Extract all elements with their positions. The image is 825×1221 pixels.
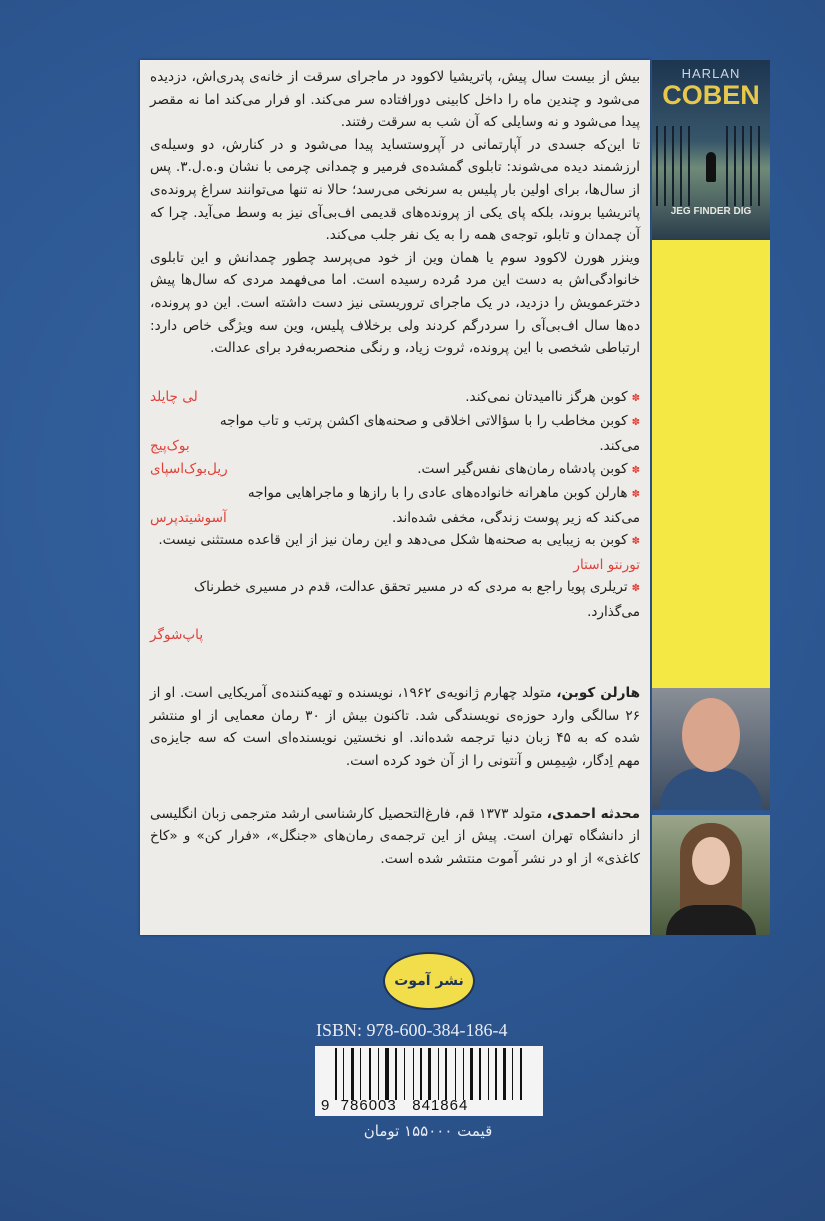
- barcode-bar: [343, 1048, 344, 1100]
- barcode-bar: [515, 1048, 517, 1100]
- barcode-bar: [488, 1048, 489, 1100]
- praise-text: کوبن مخاطب را با سؤالاتی اخلاقی و صحنه‌های اکشن پرتب و تاب مواجه می‌کند.: [219, 413, 640, 454]
- praise-item: [140, 529, 650, 576]
- barcode-bar: [339, 1048, 340, 1100]
- praise-item: [140, 576, 650, 623]
- praise-item: [140, 458, 650, 483]
- barcode-bar: [463, 1048, 464, 1100]
- barcode-bar: [385, 1048, 389, 1100]
- barcode-bar: [445, 1048, 447, 1100]
- barcode-bar: [373, 1048, 375, 1100]
- barcode-bar: [491, 1048, 492, 1100]
- praise-source: بوک‌پیج: [150, 437, 190, 454]
- barcode-bar: [395, 1048, 397, 1100]
- praise-body: [150, 529, 640, 576]
- text-panel: [140, 60, 650, 935]
- figure-silhouette: [706, 152, 716, 182]
- barcode-bar: [416, 1048, 417, 1100]
- barcode-bar: [335, 1048, 337, 1100]
- bullet-icon: ✽: [631, 489, 640, 501]
- barcode-bar: [424, 1048, 425, 1100]
- praise-body: [238, 458, 640, 483]
- publisher-logo-text: نشر آموت: [394, 973, 464, 989]
- author-bio-text: متولد چهارم ژانویه‌ی ۱۹۶۲، نویسنده و تهیه‌کننده‌ی آمریکایی است. او از ۲۶ سالگی وارد حوزه‌ی نویسندگی شد. تاکنون بیش از ۳۰ رمان معمایی از او منتشر شده که به ۴۵ زبان دنیا ترجمه شده‌اند. او نخستین نویسنده‌ای است که سه جایزه‌ی مهم اِدگار، شِیمِس و آنتونی را از آن خود کرده است.: [150, 685, 640, 770]
- praise-item: [140, 410, 650, 457]
- barcode-bar: [369, 1048, 371, 1100]
- barcode-bar: [428, 1048, 431, 1100]
- price: قیمت ۱۵۵۰۰۰ تومان: [363, 1122, 493, 1140]
- praise-source: پاپ‌شوگر: [150, 626, 204, 643]
- barcode-bar: [378, 1048, 379, 1100]
- barcode-bar: [475, 1048, 476, 1100]
- barcode-bar: [479, 1048, 481, 1100]
- barcode-bar: [399, 1048, 401, 1100]
- barcode-bar: [512, 1048, 513, 1100]
- barcode-bar: [360, 1048, 361, 1100]
- bullet-icon: ✽: [631, 392, 640, 404]
- praise-body: [208, 386, 640, 411]
- barcode-bar: [441, 1048, 442, 1100]
- barcode-bar: [381, 1048, 382, 1100]
- barcode-number: 9 786003 841864: [321, 1097, 469, 1114]
- barcode-bar: [433, 1048, 435, 1100]
- praise-text: هارلن کوبن ماهرانه خانواده‌های عادی را با رازها و ماجراهایی مواجه می‌کند که زیر پوست زندگی، مخفی شده‌اند.: [247, 485, 640, 526]
- praise-text: کوبن به زیبایی به صحنه‌ها شکل می‌دهد و این رمان نیز از این قاعده مستثنی نیست.: [158, 532, 628, 549]
- author-photo: [652, 688, 770, 810]
- gate-right: [726, 126, 766, 206]
- synopsis: [140, 66, 650, 360]
- barcode-bar: [458, 1048, 460, 1100]
- translator-bio: [140, 803, 650, 871]
- praise-body: [200, 410, 640, 457]
- cover-author-first: HARLAN: [681, 66, 741, 81]
- publisher-logo: [383, 952, 475, 1010]
- barcode-bar: [470, 1048, 473, 1100]
- bullet-icon: ✽: [631, 417, 640, 429]
- translator-bio-text: متولد ۱۳۷۳ قم، فارغ‌التحصیل کارشناسی ارشد مترجمی زبان انگلیسی از دانشگاه تهران است. پیش از این ترجمه‌ی رمان‌های «جنگل»، «فرار کن» و «کاخ کاغذی» از او در نشر آموت منتشر شده است.: [150, 805, 640, 867]
- synopsis-paragraph-3: وینزر هورن لاکوود سوم یا همان وین از خود می‌پرسد چطور چمدانش و این تابلوی خانوادگی‌اش به دست این مرد مُرده رسیده است. اما می‌فهمد مردی که سال‌ها پیش دخترعمویش را دزدید، در یک ماجرای تروریستی نیز دست داشته است. این دو پرونده، ده‌ها سال اف‌بی‌آی را سردرگم کردند ولی برخلاف پلیس، وین سه ویژگی خاص دارد: ارتباطی شخصی با این پرونده، ثروت زیاد، و رنگی منحصربه‌فرد برای عدالت.: [150, 249, 640, 357]
- praise-body: [150, 576, 640, 623]
- translator-photo: [652, 815, 770, 935]
- book-cover-thumbnail: [652, 60, 770, 240]
- barcode-bar: [363, 1048, 366, 1100]
- barcode-bar: [524, 1048, 525, 1100]
- barcode-bars: [335, 1048, 528, 1100]
- isbn: ISBN: 978-600-384-186-4: [316, 1020, 508, 1040]
- praise-source: ریل‌بوک‌اسپای: [150, 460, 228, 477]
- cover-author-last: COBEN: [662, 80, 760, 110]
- barcode-bar: [413, 1048, 414, 1100]
- barcode-bar: [449, 1048, 452, 1100]
- praise-text: کوبن پادشاه رمان‌های نفس‌گیر است.: [417, 460, 628, 477]
- praise-list: [140, 386, 650, 647]
- praise-item: [140, 482, 650, 529]
- barcode-bar: [356, 1048, 357, 1100]
- bullet-icon: ✽: [631, 464, 640, 476]
- bullet-icon: ✽: [631, 536, 640, 548]
- barcode-bar: [455, 1048, 456, 1100]
- praise-source: تورنتو استار: [573, 556, 640, 573]
- barcode-bar: [466, 1048, 467, 1100]
- barcode-bar: [346, 1048, 348, 1100]
- praise-source: لی چایلد: [150, 388, 198, 405]
- barcode-bar: [503, 1048, 506, 1100]
- cover-title: JEG FINDER DIG: [670, 206, 752, 217]
- praise-text: تریلری پویا راجع به مردی که در مسیر تحقق عدالت، قدم در مسیری خطرناک می‌گذارد.: [193, 579, 640, 621]
- synopsis-paragraph-2: تا این‌که جسدی در آپارتمانی در آپروستساید پیدا می‌شود و در کنارش، دو وسیله‌ی ارزشمند دیده می‌شوند: تابلوی گمشده‌ی فرمیر و چمدانی چرمی با نشان و.ه.ل.۳. پس از سال‌ها، برای اولین بار پلیس به سرنخی می‌رسد؛ حالا نه تنها می‌توانند سراغ پرونده‌ی پاتریشیا بروند، بلکه پای یکی از پرونده‌های قدیمی اف‌بی‌آی نیز به وسط می‌آید. چرا که آن چمدان و تابلو، توجه‌ی همه را به یک نفر جلب می‌کند.: [150, 136, 640, 244]
- praise-body: [237, 482, 640, 529]
- bullet-icon: ✽: [631, 583, 640, 595]
- barcode-bar: [520, 1048, 522, 1100]
- author-name: هارلن کوبن،: [556, 685, 640, 702]
- praise-text: کوبن هرگز ناامیدتان نمی‌کند.: [465, 388, 628, 405]
- translator-name: محدثه احمدی،: [546, 805, 641, 822]
- barcode-bar: [404, 1048, 405, 1100]
- barcode-bar: [499, 1048, 500, 1100]
- gate-left: [656, 126, 696, 206]
- barcode-bar: [391, 1048, 392, 1100]
- barcode-bar: [438, 1048, 439, 1100]
- yellow-strip: [652, 240, 770, 688]
- barcode-bar: [420, 1048, 422, 1100]
- barcode-bar: [483, 1048, 485, 1100]
- barcode-bar: [351, 1048, 354, 1100]
- synopsis-paragraph-1: بیش از بیست سال پیش، پاتریشیا لاکوود در ماجرای سرقت از خانه‌ی پدری‌اش، دزدیده می‌شود و چندین ماه را داخل کابینی دورافتاده سر می‌کند. او فرار می‌کند اما نه مقصر پیدا می‌شود و نه وسایلی که آن شب به سرقت رفتند.: [150, 69, 640, 131]
- praise-item: [140, 386, 650, 411]
- author-bio: [140, 682, 650, 772]
- barcode: [315, 1046, 543, 1116]
- praise-source: آسوشیتدپرس: [150, 509, 227, 526]
- barcode-bar: [508, 1048, 509, 1100]
- barcode-bar: [495, 1048, 497, 1100]
- barcode-bar: [407, 1048, 410, 1100]
